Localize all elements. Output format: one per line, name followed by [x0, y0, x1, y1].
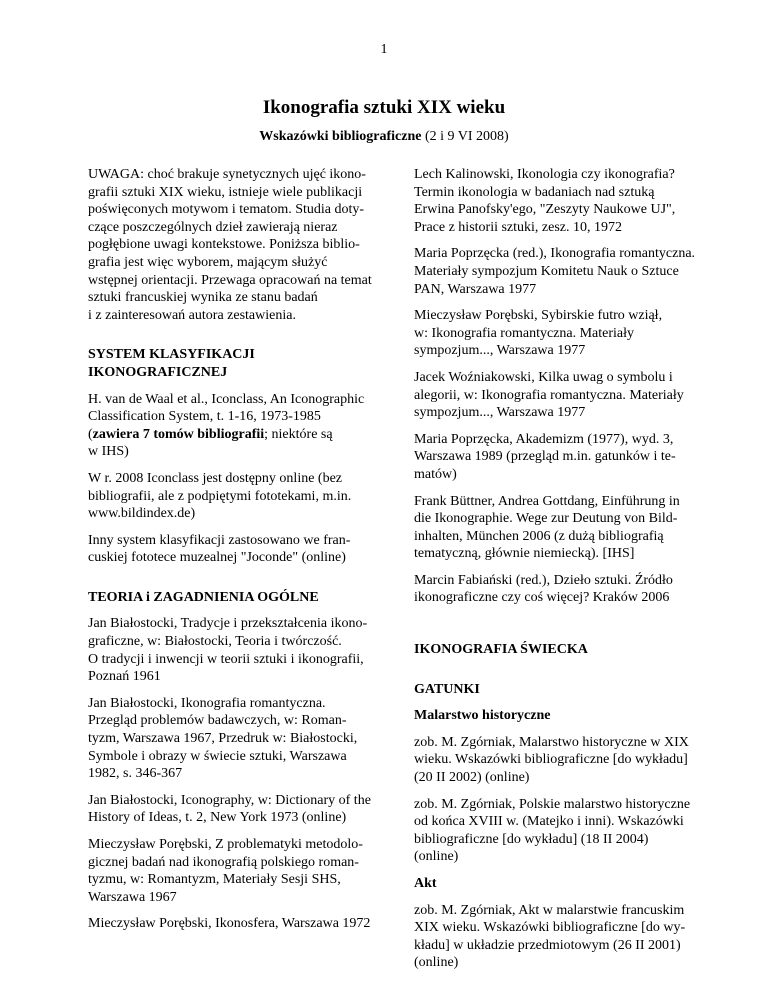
bib-entry: Lech Kalinowski, Ikonologia czy ikonografia? Termin ikonologia w badaniach nad sztuką Erwina Panofsky'ego, "Zeszyty Naukowe UJ", Prace z historii sztuki, zesz. 10, 1972 — [414, 167, 676, 235]
subtitle-bold: Wskazówki bibliograficzne — [259, 129, 422, 144]
bib-entry: Jan Białostocki, Ikonografia romantyczna. Przegląd problemów badawczych, w: Roman- tyzm, Warszawa 1967, Przedruk w: Białostocki, Symbole i obrazy w świecie sztuki, Warszawa 1982, s. 346-367 — [88, 695, 358, 782]
heading-secular-iconography: IKONOGRAFIA ŚWIECKA — [414, 642, 588, 658]
iconclass-bold-note: zawiera 7 tomów bibliografii — [92, 426, 265, 442]
bib-entry-iconclass-online: W r. 2008 Iconclass jest dostępny online (bez bibliografii, ale z podpiętymi fototekami, m.in. www.bildindex.de) — [88, 470, 352, 522]
page-number: 1 — [380, 42, 388, 57]
bib-entry: Mieczysław Porębski, Ikonosfera, Warszawa 1972 — [88, 916, 371, 932]
bib-entry: Jan Białostocki, Tradycje i przekształcenia ikono- graficzne, w: Białostocki, Teoria i twórczość. O tradycji i inwencji w teorii sztuki i ikonografii, Poznań 1961 — [88, 616, 368, 685]
bib-entry: Maria Poprzęcka (red.), Ikonografia romantyczna. Materiały sympozjum Komitetu Nauk o Sztuce PAN, Warszawa 1977 — [414, 246, 696, 297]
bib-entry-joconde: Inny system klasyfikacji zastosowano we fran- cuskiej fototece muzealnej "Joconde" (online) — [88, 532, 351, 566]
document-subtitle — [0, 129, 768, 145]
bib-entry: Frank Büttner, Andrea Gottdang, Einführung in die Ikonographie. Wege zur Deutung von Bild- inhalten, München 2006 (z dużą bibliografią tematyczną, głównie niemiecką). [IHS] — [414, 493, 680, 562]
bib-entry: Jacek Woźniakowski, Kilka uwag o symbolu i alegorii, w: Ikonografia romantyczna. Materiały sympozjum..., Warszawa 1977 — [414, 369, 684, 421]
bib-entry: Mieczysław Porębski, Sybirskie futro wziął, w: Ikonografia romantyczna. Materiały sympozjum..., Warszawa 1977 — [414, 308, 663, 359]
iconclass-text: H. van de Waal et al., Iconclass, An Iconographic Classification System, t. 1-16, 1973-1985 — [88, 391, 365, 425]
intro-note: UWAGA: choć brakuje synetycznych ujęć ikono- grafii sztuki XIX wieku, istnieje wiele publikacji poświęconych motywom i tematom. Studia doty- czące poszczególnych dzieł zawierają nieraz pogłębione uwagi kontekstowe. Poniższa biblio- grafia jest więc wyborem, mającym służyć wstępnej orientacji. Przewaga opracowań na temat sztuki francuskiej wynika ze stanu badań i z zainteresowań autora zestawienia. — [88, 167, 372, 323]
bib-entry: Marcin Fabiański (red.), Dzieło sztuki. Źródło ikonograficzne czy coś więcej? Kraków 2006 — [414, 572, 673, 606]
bib-entry: zob. M. Zgórniak, Akt w malarstwie francuskim XIX wieku. Wskazówki bibliograficzne [do wy- kładu] w układzie przedmiotowym (26 II 2001) (online) — [414, 902, 686, 971]
subheading-history-painting: Malarstwo historyczne — [414, 708, 551, 724]
bib-entry: zob. M. Zgórniak, Polskie malarstwo historyczne od końca XVIII w. (Matejko i inni). Wskazówki bibliograficzne [do wykładu] (18 II 2004) (online) — [414, 796, 691, 865]
document-title: Ikonografia sztuki XIX wieku — [262, 97, 506, 118]
right-column — [414, 166, 696, 981]
subheading-nude: Akt — [414, 876, 437, 891]
heading-genres: GATUNKI — [414, 681, 480, 697]
heading-classification-system: SYSTEM KLASYFIKACJI IKONOGRAFICZNEJ — [88, 347, 255, 380]
bib-entry: Jan Białostocki, Iconography, w: Dictionary of the History of Ideas, t. 2, New York 1973 (online) — [88, 792, 371, 826]
heading-theory: TEORIA i ZAGADNIENIA OGÓLNE — [88, 589, 319, 605]
left-column — [88, 166, 372, 942]
bib-entry: zob. M. Zgórniak, Malarstwo historyczne w XIX wieku. Wskazówki bibliograficzne [do wykładu] (20 II 2002) (online) — [414, 734, 689, 786]
bib-entry: Mieczysław Porębski, Z problematyki metodolo- gicznej badań nad ikonografią polskiego roman- tyzmu, w: Romantyzm, Materiały Sesji SHS, Warszawa 1967 — [88, 837, 363, 905]
bib-entry-iconclass: H. van de Waal et al., Iconclass, An Iconographic Classification System, t. 1-16, 1973-1985 (zawiera 7 tomów bibliografii; niektóre są w IHS) — [88, 391, 365, 460]
subtitle-dates: (2 i 9 VI 2008) — [421, 129, 509, 144]
bib-entry: Maria Poprzęcka, Akademizm (1977), wyd. 3, Warszawa 1989 (przegląd m.in. gatunków i te- matów) — [414, 431, 676, 482]
